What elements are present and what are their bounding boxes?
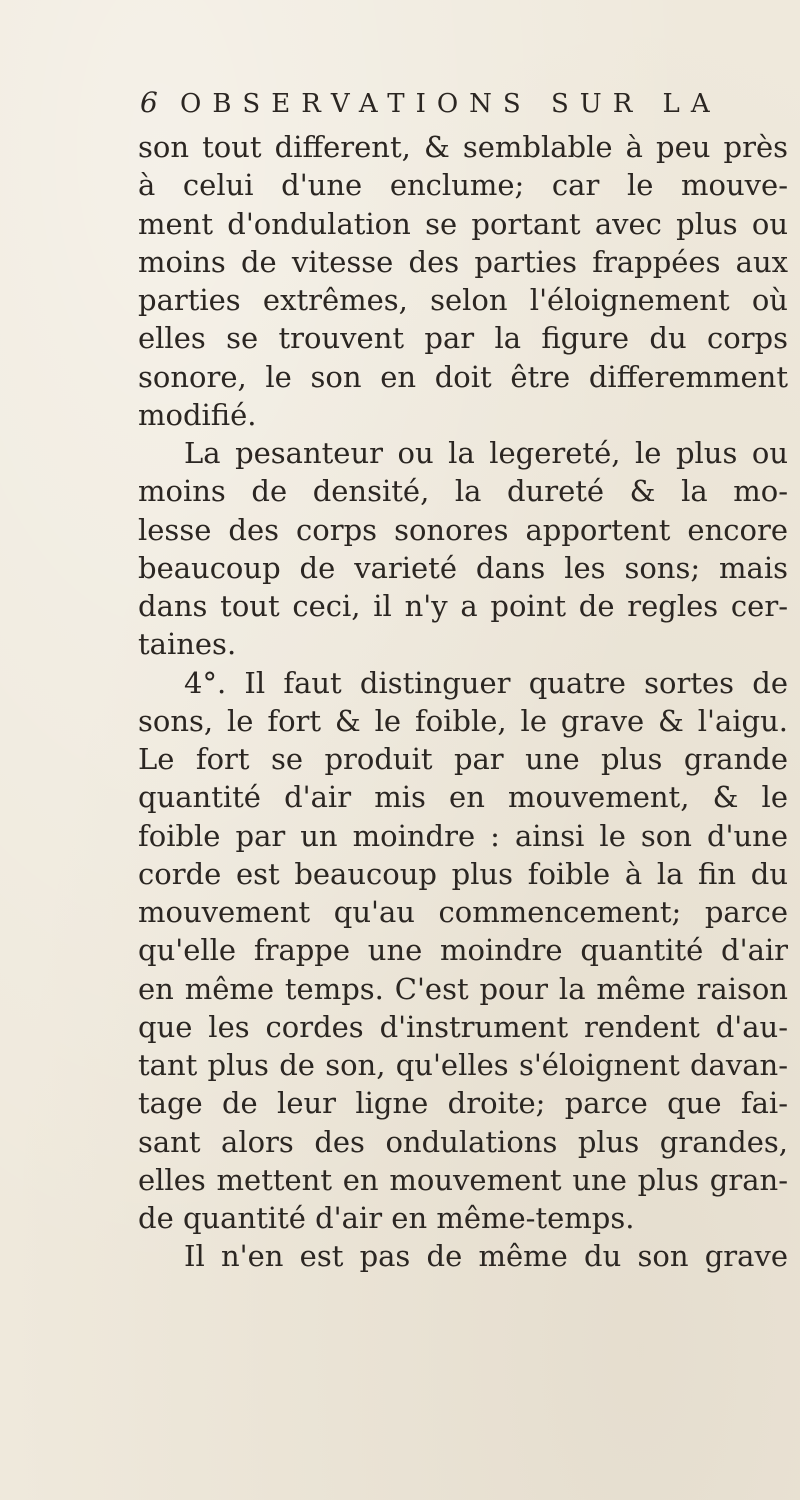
text-line: que les cordes d'instrument rendent d'au- — [138, 1009, 788, 1044]
text-line: moins de vitesse des parties frappées aux — [138, 244, 788, 279]
text-line: elles mettent en mouvement une plus gran- — [138, 1162, 788, 1197]
text-line: lesse des corps sonores apportent encore — [138, 512, 788, 547]
text-line: tant plus de son, qu'elles s'éloignent davan- — [138, 1048, 788, 1082]
text-line: de quantité d'air en même-temps. — [138, 1201, 635, 1235]
text-line: elles se trouvent par la figure du corps — [138, 321, 788, 356]
text-line: Il n'en est pas de même du son grave — [184, 1239, 788, 1274]
text-line: taines. — [138, 627, 237, 662]
text-line: parties extrêmes, selon l'éloignement où — [138, 283, 788, 317]
page-number: 6 — [140, 86, 158, 119]
text-line: quantité d'air mis en mouvement, & le — [138, 780, 788, 815]
text-line: en même temps. C'est pour la même raison — [138, 971, 788, 1006]
text-line: dans tout ceci, il n'y a point de regles cer- — [138, 589, 788, 623]
text-line: moins de densité, la dureté & la mo- — [138, 474, 788, 509]
text-line: corde est beaucoup plus foible à la fin du — [138, 856, 788, 891]
text-line: beaucoup de varieté dans les sons; mais — [138, 550, 788, 585]
text-line: tage de leur ligne droite; parce que fai- — [138, 1086, 788, 1121]
text-line: foible par un moindre : ainsi le son d'une — [138, 818, 788, 853]
text-line: mouvement qu'au commencement; parce — [138, 895, 788, 929]
text-line: La pesanteur ou la legereté, le plus ou — [184, 436, 788, 470]
text-line: sons, le fort & le foible, le grave & l'aigu. — [138, 703, 788, 738]
text-line: qu'elle frappe une moindre quantité d'air — [138, 933, 788, 968]
running-title: OBSERVATIONS SUR LA — [180, 89, 721, 119]
text-line: modifié. — [138, 397, 257, 432]
text-line: sonore, le son en doit être differemment — [138, 359, 788, 394]
text-line: Le fort se produit par une plus grande — [138, 742, 788, 776]
text-line: son tout different, & semblable à peu près — [138, 130, 788, 164]
text-line: ment d'ondulation se portant avec plus ou — [138, 206, 788, 241]
body-text — [138, 128, 788, 1276]
text-line: 4°. Il faut distinguer quatre sortes de — [184, 665, 788, 700]
text-line: sant alors des ondulations plus grandes, — [138, 1124, 788, 1159]
running-head — [140, 86, 740, 126]
text-line: à celui d'une enclume; car le mouve- — [138, 168, 788, 203]
